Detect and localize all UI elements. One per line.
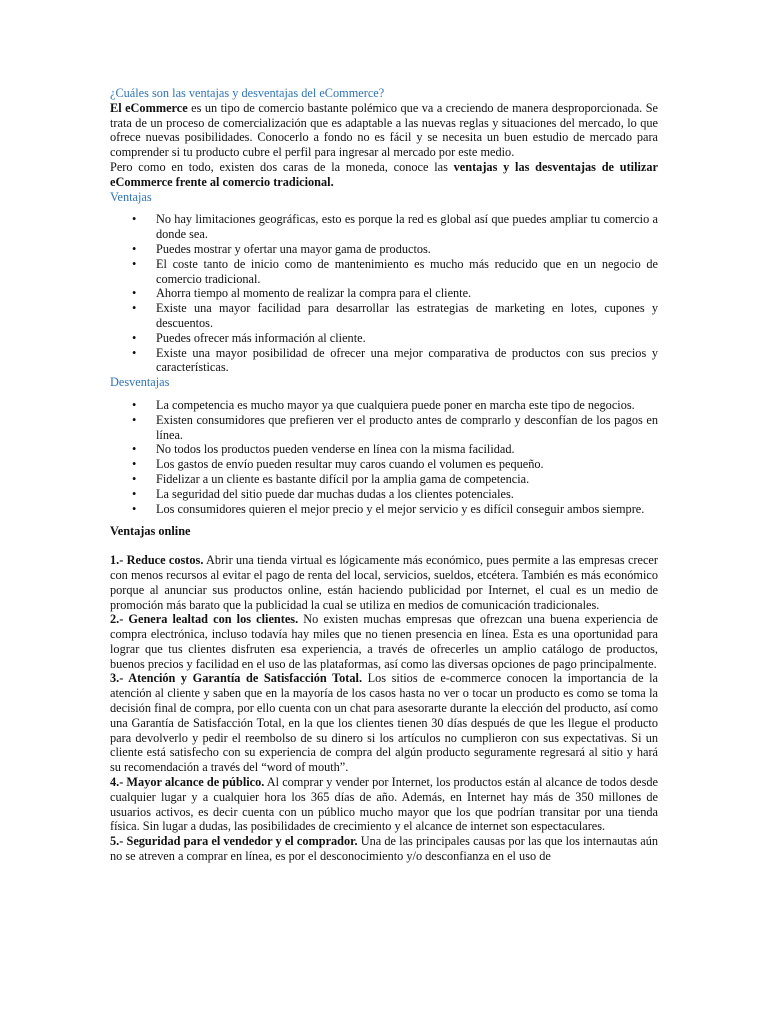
intro-text: es un tipo de comercio bastante polémico que va a creciendo de manera desproporcionada. Se trata de un proceso de comercialización que es adaptable a las nuevas reglas y situaciones del mercado, lo que ofrece nuevas posibilidades. Conocerlo a fondo no es fácil y se necesita un buen estudio de mercado para comprender si tu producto cubre el perfil para ingresar al mercado por este medio. xyxy=(110,100,658,160)
online-point-text: Al comprar y vender por Internet, los productos están al alcance de todos desde cualquier lugar y a cualquier hora los 365 días de año. Además, en Internet hay más de 350 millones de usuarios activos, es decir cuenta con un público mucho mayor que los que podrían transitar por una tienda física. Sin lugar a dudas, las posibilidades de crecimiento y el alcance de internet son espectaculares. xyxy=(110,775,659,834)
online-point-text: No existen muchas empresas que ofrezcan una buena experiencia de compra electrónica, incluso todavía hay miles que no tienen presencia en línea. Esta es una oportunidad para lograr que tus clientes disfruten esa experiencia, a través de ofrecerles un amplio catálogo de productos, buenos precios y facilidad en el uso de las plataformas, así como las diversas opciones de pago principalmente. xyxy=(110,612,658,671)
online-point-title: 3.- Atención y Garantía de Satisfacción Total. xyxy=(110,671,363,686)
list-item xyxy=(110,398,658,413)
list-item xyxy=(110,346,658,376)
intro-p2-bold: ventajas y las desventajas de utilizar eCommerce frente al comercio tradicional. xyxy=(110,159,658,189)
bullet-icon: • xyxy=(132,301,137,316)
online-point-title: 2.- Genera lealtad con los clientes. xyxy=(110,612,299,627)
list-item xyxy=(110,257,658,287)
list-item-text: Puedes mostrar y ofertar una mayor gama de productos. xyxy=(156,241,431,256)
online-point-text: Los sitios de e-commerce conocen la importancia de la atención al cliente y saben que en la mayoría de los casos hasta no ver o tocar un producto es como se toma la decisión final de compra, por ello cuenta con un chat para asesorarte durante la elección del producto, así como una Garantía de Satisfacción Total, en la que los clientes tienen 30 días después de que les llegue el producto para devolverlo y pedir el reembolso de su dinero si los artículos no cumplieron con sus expectativas. Si un cliente está satisfecho con su experiencia de compra del algún producto seguramente regresará al sitio y hará su recomendación a través del “word of mouth”. xyxy=(110,671,658,775)
list-item xyxy=(110,442,658,457)
online-point-title: 5.- Seguridad para el vendedor y el comprador. xyxy=(110,834,358,849)
bullet-icon: • xyxy=(132,330,137,345)
online-point-text: Una de las principales causas por las que los internautas aún no se atreven a comprar en línea, es por el desconocimiento y/o desconfianza en el uso de xyxy=(110,834,658,864)
bullet-icon: • xyxy=(132,501,137,516)
list-item-text: La seguridad del sitio puede dar muchas dudas a los clientes potenciales. xyxy=(156,486,514,501)
list-item-text: Puedes ofrecer más información al cliente. xyxy=(156,330,366,345)
online-point-4 xyxy=(110,775,658,834)
intro-lead: El eCommerce xyxy=(110,100,188,115)
list-item-text: No hay limitaciones geográficas, esto es porque la red es global así que puedes ampliar tu comercio a donde sea. xyxy=(156,212,658,242)
desventajas-list xyxy=(110,398,658,516)
bullet-icon: • xyxy=(132,486,137,501)
bullet-icon: • xyxy=(132,345,137,360)
list-item xyxy=(110,457,658,472)
online-point-3 xyxy=(110,671,658,775)
list-item xyxy=(110,242,658,257)
list-item xyxy=(110,502,658,517)
list-item-text: Los consumidores quieren el mejor precio y el mejor servicio y es difícil conseguir ambos siempre. xyxy=(156,501,645,516)
intro-paragraph xyxy=(110,101,658,160)
bullet-icon: • xyxy=(132,397,137,412)
ventajas-list xyxy=(110,212,658,375)
list-item xyxy=(110,286,658,301)
online-point-1 xyxy=(110,553,658,612)
list-item xyxy=(110,413,658,443)
bullet-icon: • xyxy=(132,256,137,271)
list-item-text: Ahorra tiempo al momento de realizar la compra para el cliente. xyxy=(156,286,472,301)
online-point-5 xyxy=(110,834,658,864)
bullet-icon: • xyxy=(132,241,137,256)
online-point-text: Abrir una tienda virtual es lógicamente más económico, pues permite a las empresas crecer con menos recursos al evitar el pago de renta del local, servicios, sueldos, etcétera. También es más económico porque al anunciar sus productos online, están haciendo publicidad por Internet, el cual es un medio de promoción más barato que la publicidad la cual se utiliza en medios de comunicación tradicionales. xyxy=(110,553,658,612)
online-heading: Ventajas online xyxy=(110,524,191,539)
list-item-text: Existe una mayor posibilidad de ofrecer una mejor comparativa de productos con sus precios y características. xyxy=(156,345,658,375)
bullet-icon: • xyxy=(132,286,137,301)
intro-paragraph-2 xyxy=(110,160,658,190)
list-item xyxy=(110,487,658,502)
ventajas-heading: Ventajas xyxy=(110,189,152,204)
desventajas-heading: Desventajas xyxy=(110,375,170,390)
online-point-title: 4.- Mayor alcance de público. xyxy=(110,775,265,790)
list-item-text: Existen consumidores que prefieren ver el producto antes de comprarlo y desconfían de los pagos en línea. xyxy=(156,412,658,442)
page-title: ¿Cuáles son las ventajas y desventajas del eCommerce? xyxy=(110,86,385,100)
list-item xyxy=(110,212,658,242)
list-item-text: El coste tanto de inicio como de mantenimiento es mucho más reducido que en un negocio de comercio tradicional. xyxy=(156,256,658,286)
bullet-icon: • xyxy=(132,212,137,227)
bullet-icon: • xyxy=(132,457,137,472)
intro-p2-text: Pero como en todo, existen dos caras de la moneda, conoce las xyxy=(110,159,454,174)
list-item-text: La competencia es mucho mayor ya que cualquiera puede poner en marcha este tipo de negocios. xyxy=(156,397,635,412)
list-item-text: Los gastos de envío pueden resultar muy caros cuando el volumen es pequeño. xyxy=(156,457,544,472)
online-point-title: 1.- Reduce costos. xyxy=(110,553,204,568)
list-item xyxy=(110,301,658,331)
list-item-text: No todos los productos pueden venderse en línea con la misma facilidad. xyxy=(156,442,515,457)
bullet-icon: • xyxy=(132,412,137,427)
list-item-text: Fidelizar a un cliente es bastante difícil por la amplia gama de competencia. xyxy=(156,471,530,486)
list-item xyxy=(110,472,658,487)
bullet-icon: • xyxy=(132,442,137,457)
list-item xyxy=(110,331,658,346)
online-point-2 xyxy=(110,612,658,671)
bullet-icon: • xyxy=(132,471,137,486)
list-item-text: Existe una mayor facilidad para desarrollar las estrategias de marketing en lotes, cupones y descuentos. xyxy=(156,301,658,330)
